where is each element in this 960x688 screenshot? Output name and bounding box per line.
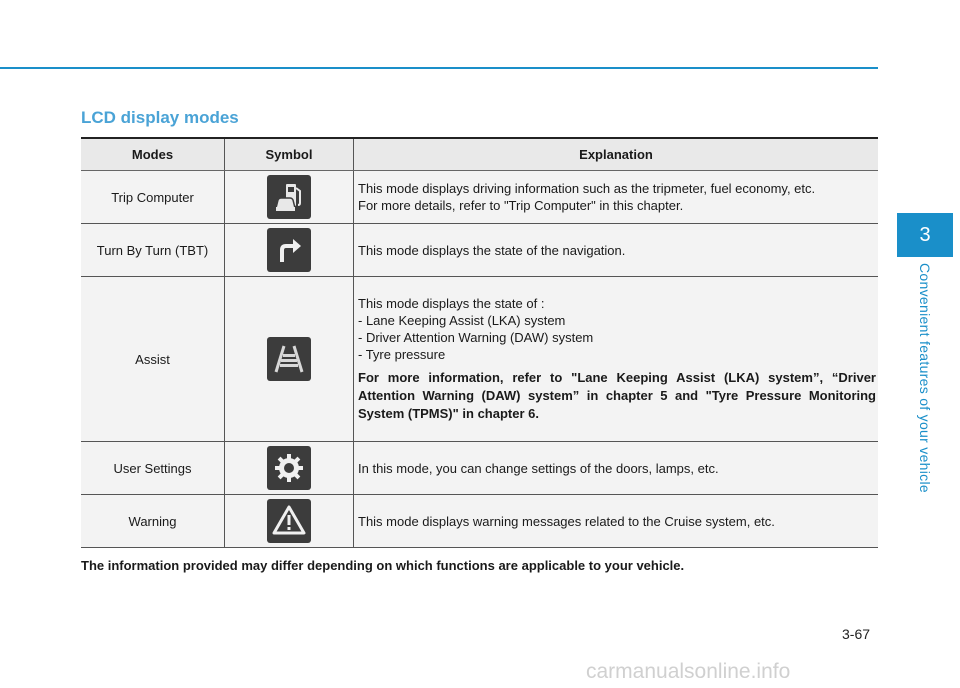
mode-cell: Trip Computer [81,171,225,224]
warning-triangle-icon [267,499,311,543]
table-row [81,442,878,495]
table-row [81,495,878,548]
page-number: 3-67 [842,626,871,642]
explanation-text: This mode displays driving information such as the tripmeter, fuel economy, etc. [358,181,816,196]
mode-cell: User Settings [81,442,225,495]
header-explanation: Explanation [354,138,879,171]
table-row [81,224,878,277]
explanation-cell [354,171,879,224]
turn-right-arrow-icon [267,228,311,272]
header-modes: Modes [81,138,225,171]
explanation-cell [354,495,879,548]
mode-cell: Assist [81,277,225,442]
explanation-text: - Lane Keeping Assist (LKA) system [358,313,566,328]
explanation-cell [354,224,879,277]
gear-icon [267,446,311,490]
mode-cell: Warning [81,495,225,548]
explanation-text: This mode displays the state of the navigation. [358,242,626,258]
symbol-cell [225,442,354,495]
explanation-reference: For more information, refer to "Lane Keeping Assist (LKA) system”, “Driver Attention Warning (DAW) system” in chapter 5 and "Tyre Pressure Monitoring System (TPMS)" in chapter 6. [358,370,876,421]
top-rule [0,67,878,69]
watermark: carmanualsonline.info [586,660,791,683]
header-symbol: Symbol [225,138,354,171]
explanation-text: - Driver Attention Warning (DAW) system [358,330,594,345]
section-title: LCD display modes [81,108,239,127]
footnote: The information provided may differ depending on which functions are applicable to your vehicle. [81,558,685,573]
chapter-number-tab: 3 [897,213,953,257]
explanation-text: - Tyre pressure [358,347,446,362]
explanation-text: This mode displays warning messages related to the Cruise system, etc. [358,513,775,529]
explanation-cell [354,442,879,495]
lane-assist-icon [267,337,311,381]
table-header-row [81,138,878,171]
explanation-text: This mode displays the state of : [358,296,545,311]
table-row [81,277,878,442]
symbol-cell [225,171,354,224]
symbol-cell [225,277,354,442]
symbol-cell [225,224,354,277]
table-row [81,171,878,224]
explanation-text: In this mode, you can change settings of the doors, lamps, etc. [358,460,719,476]
lcd-modes-table [81,137,878,548]
chapter-title: Convenient features of your vehicle [917,263,933,493]
explanation-cell [354,277,879,442]
mode-cell: Turn By Turn (TBT) [81,224,225,277]
explanation-text: For more details, refer to "Trip Computer" in this chapter. [358,198,684,213]
symbol-cell [225,495,354,548]
fuel-pump-car-icon [267,175,311,219]
